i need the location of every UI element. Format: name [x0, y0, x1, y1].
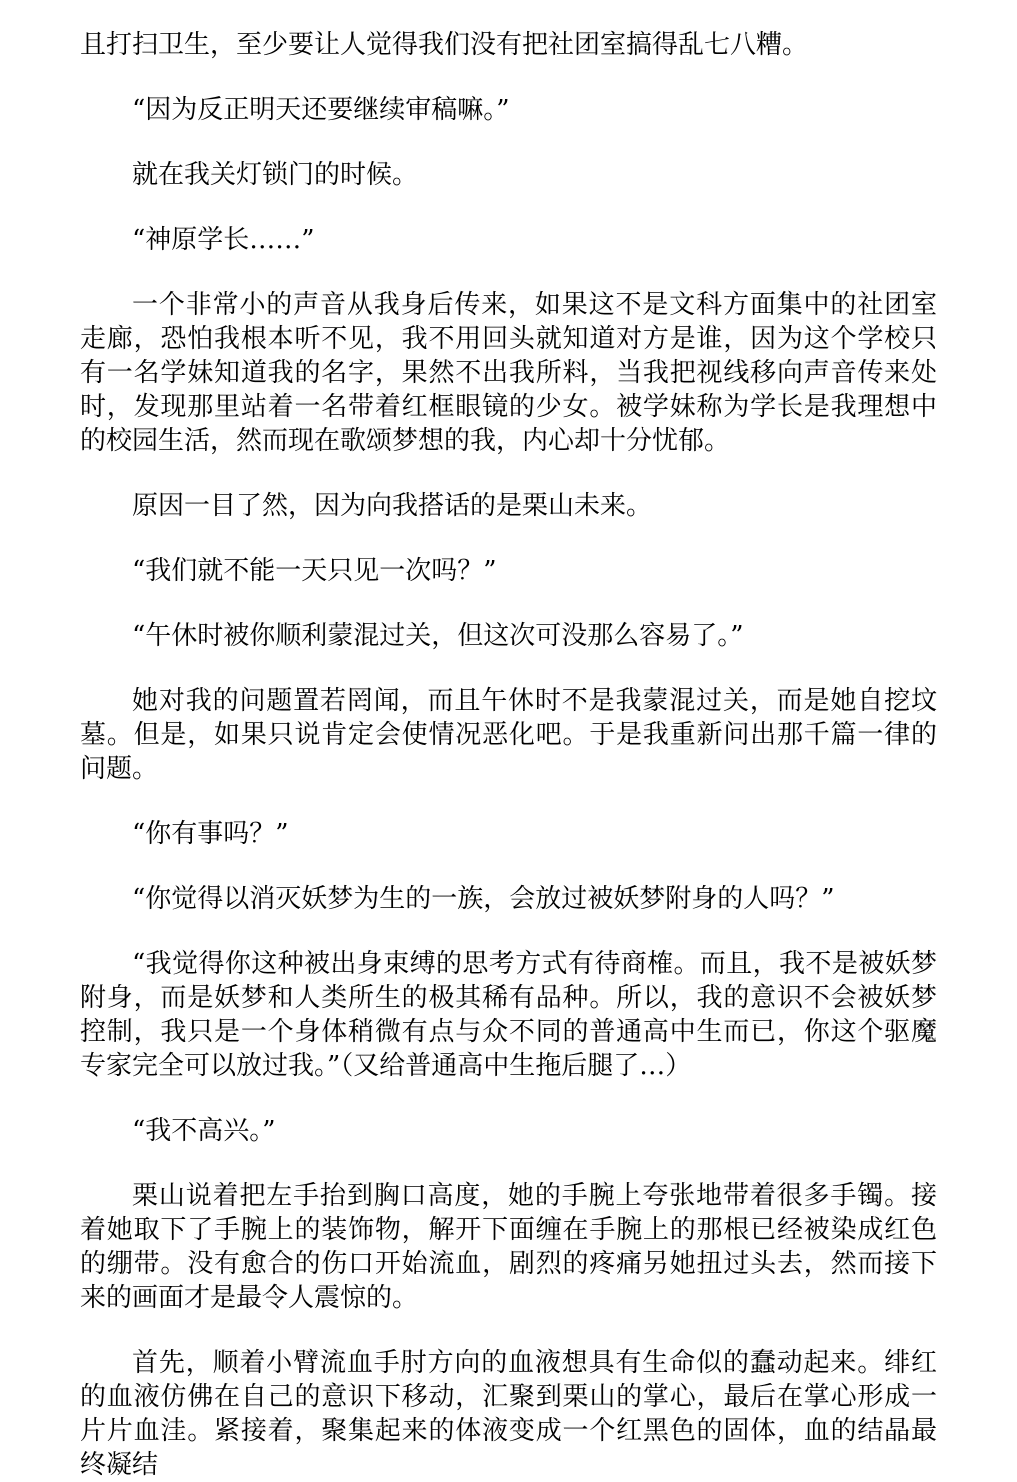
paragraph-8: “午休时被你顺利蒙混过关，但这次可没那么容易了。”: [132, 621, 744, 651]
paragraph-3: 就在我关灯锁门的时候。: [132, 160, 419, 190]
paragraph-2: “因为反正明天还要继续审稿嘛。”: [132, 95, 510, 125]
paragraph-7: “我们就不能一天只见一次吗？”: [132, 556, 497, 586]
paragraph-5: 一个非常小的声音从我身后传来，如果这不是文科方面集中的社团室走廊，恐怕我根本听不见，我不用回头就知道对方是谁，因为这个学校只有一名学妹知道我的名字，果然不出我所料，当我把视线移向声音传来处时，发现那里站着一名带着红框眼镜的少女。被学妹称为学长是我理想中的校园生活，然而现在歌颂梦想的我，内心却十分忧郁。: [80, 290, 937, 456]
paragraph-6: 原因一目了然，因为向我搭话的是栗山未来。: [132, 491, 653, 521]
paragraph-13: “我不高兴。”: [132, 1116, 276, 1146]
paragraph-15: 首先，顺着小臂流血手肘方向的血液想具有生命似的蠢动起来。绯红的血液仿佛在自己的意识下移动，汇聚到栗山的掌心，最后在掌心形成一片片血洼。紧接着，聚集起来的体液变成一个红黑色的固体，血的结晶最终凝结: [80, 1348, 937, 1480]
paragraph-12: “我觉得你这种被出身束缚的思考方式有待商榷。而且，我不是被妖梦附身，而是妖梦和人类所生的极其稀有品种。所以，我的意识不会被妖梦控制，我只是一个身体稍微有点与众不同的普通高中生而已，你这个驱魔专家完全可以放过我。”（又给普通高中生拖后腿了…）: [80, 949, 937, 1081]
paragraph-10: “你有事吗？”: [132, 819, 289, 849]
paragraph-1: 且打扫卫生，至少要让人觉得我们没有把社团室搞得乱七八糟。: [80, 30, 809, 60]
paragraph-11: “你觉得以消灭妖梦为生的一族，会放过被妖梦附身的人吗？”: [132, 884, 835, 914]
paragraph-14: 栗山说着把左手抬到胸口高度，她的手腕上夸张地带着很多手镯。接着她取下了手腕上的装饰物，解开下面缠在手腕上的那根已经被染成红色的绷带。没有愈合的伤口开始流血，剧烈的疼痛另她扭过头去，然而接下来的画面才是最令人震惊的。: [80, 1181, 937, 1313]
paragraph-9: 她对我的问题置若罔闻，而且午休时不是我蒙混过关，而是她自挖坟墓。但是，如果只说肯定会使情况恶化吧。于是我重新问出那千篇一律的问题。: [80, 686, 937, 784]
paragraph-4: “神原学长……”: [132, 225, 315, 255]
